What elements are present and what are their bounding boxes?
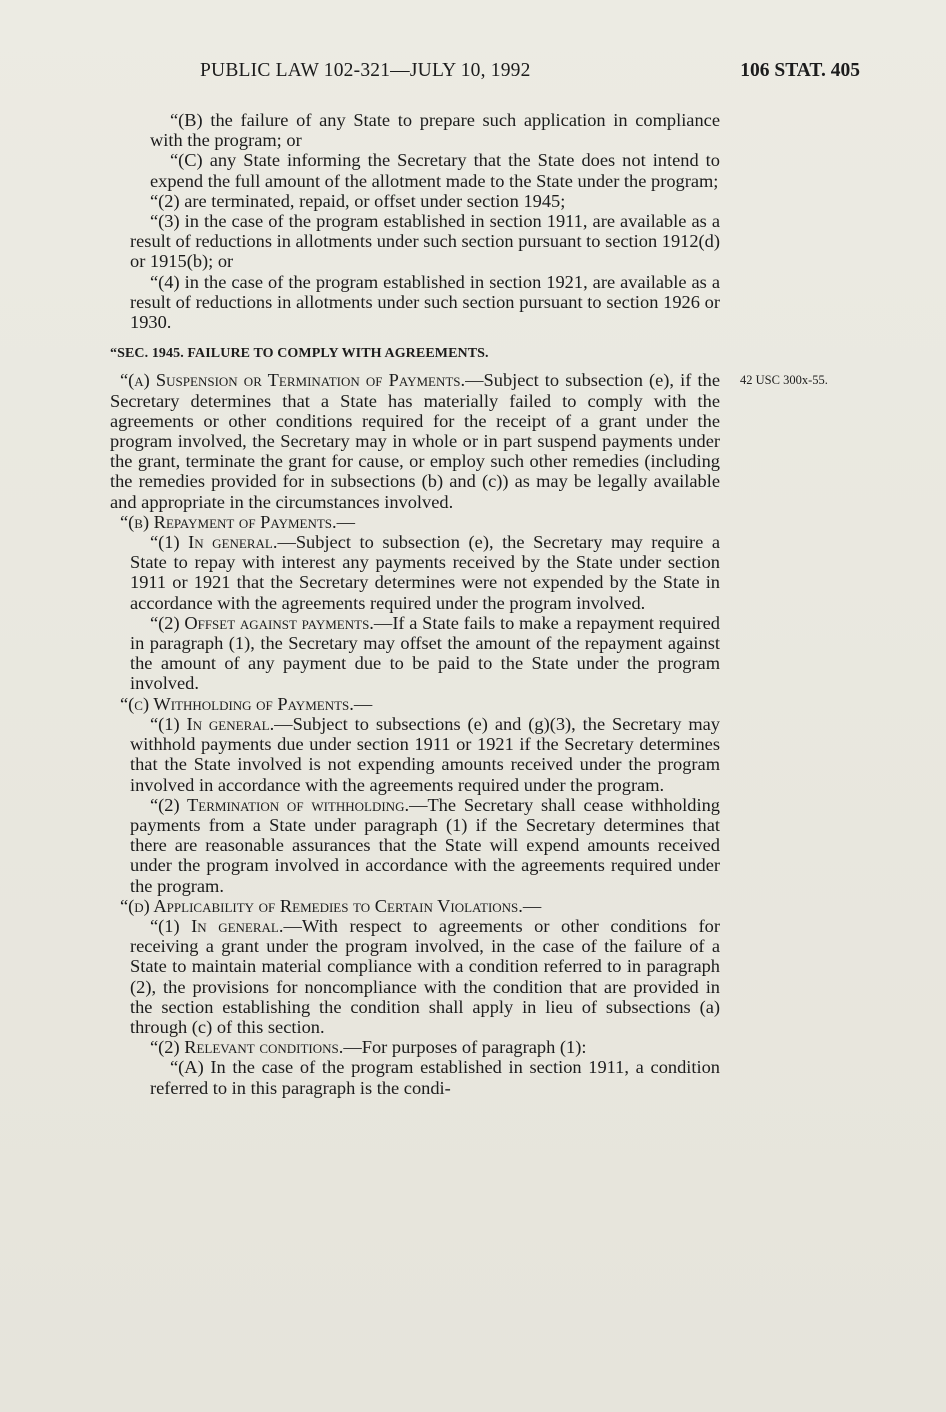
subsection-c-heading: “(c) Withholding of Payments.— [120,693,373,714]
paragraph-C: “(C) any State informing the Secretary that the State does not intend to expend the full amount of the allotment made to the State under the program; [150,150,720,191]
header-stat-citation: 106 STAT. 405 [740,60,860,81]
subsection-c1-heading: “(1) In general. [150,713,275,734]
subsection-b2-text: —If a State fails to make a repayment required in paragraph (1), the Secretary may offset the amount of the repayment against the amount of any payment due to be paid to the State under the program involved. [130,612,720,694]
subsection-c1-text: —Subject to subsections (e) and (g)(3), the Secretary may withhold payments due under section 1911 or 1921 if the Secretary determines that the State involved is not expending amounts received under the program involved in accordance with the agreements required under the program. [130,713,720,795]
subsection-b1-heading: “(1) In general. [150,532,278,553]
subsection-c2-text: —The Secretary shall cease withholding payments from a State under paragraph (1) if the Secretary determines that there are reasonable assurances that the State will expend amounts received under the program involved in accordance with the agreements required under the program. [130,794,720,896]
subsection-c2-heading: “(2) Termination of withholding. [150,794,410,815]
subsection-a-text: —Subject to subsection (e), if the Secretary determines that a State has materially failed to comply with the agreements or other conditions required for the receipt of a grant under the program involved, the Secretary may in whole or in part suspend payments under the grant, terminate the grant for cause, or employ such other remedies (including the remedies provided for in subsections (b) and (c)) as may be legally available and appropriate in the circumstances involved. [110,370,720,512]
subsection-d2-text: —For purposes of paragraph (1): [343,1037,587,1058]
subsection-d2 [110,1037,720,1057]
paragraph-B: “(B) the failure of any State to prepare such application in compliance with the program; or [150,110,720,151]
margin-citation: 42 USC 300x-55. [740,373,828,387]
subsection-d-heading: “(d) Applicability of Remedies to Certain Violations.— [120,895,542,916]
subsection-c1 [110,714,720,795]
page-header [200,60,860,88]
section-heading: “SEC. 1945. FAILURE TO COMPLY WITH AGREEMENTS. [110,346,489,362]
document-body [110,110,720,1098]
subsection-a [110,370,720,511]
subsection-b2-heading: “(2) Offset against payments. [150,612,374,633]
paragraph-3: “(3) in the case of the program established in section 1911, are available as a result of reductions in allotments under such section pursuant to section 1912(d) or 1915(b); or [130,211,720,272]
subsection-d1-text: —With respect to agreements or other conditions for receiving a grant under the program involved, in the case of the failure of a State to maintain material compliance with a condition referred to in paragraph (2), the provisions for noncompliance with the condition that are provided in the section establishing the condition shall apply in lieu of subsections (a) through (c) of this section. [130,915,720,1037]
paragraph-4: “(4) in the case of the program established in section 1921, are available as a result of reductions in allotments under such section pursuant to section 1926 or 1930. [130,271,720,333]
subsection-d1 [110,916,720,1037]
subsection-d1-heading: “(1) In general. [150,915,284,936]
subsection-c2 [110,795,720,896]
subsection-b-heading: “(b) Repayment of Payments.— [120,511,356,532]
subsection-b1 [110,532,720,613]
subsection-d2A: “(A) In the case of the program established in section 1911, a condition referred to in this paragraph is the condi- [150,1057,720,1098]
subsection-b1-text: —Subject to subsection (e), the Secretary may require a State to repay with interest any payments received by the State under section 1911 or 1921 that the Secretary determines were not expended by the State in accordance with the agreements required under the program involved. [130,532,720,613]
subsection-d2-heading: “(2) Relevant conditions. [150,1037,344,1058]
subsection-b2 [110,613,720,694]
subsection-a-heading: “(a) Suspension or Termination of Payments. [120,370,466,391]
paragraph-2: “(2) are terminated, repaid, or offset under section 1945; [150,190,566,211]
header-title: PUBLIC LAW 102-321—JULY 10, 1992 [200,60,531,81]
